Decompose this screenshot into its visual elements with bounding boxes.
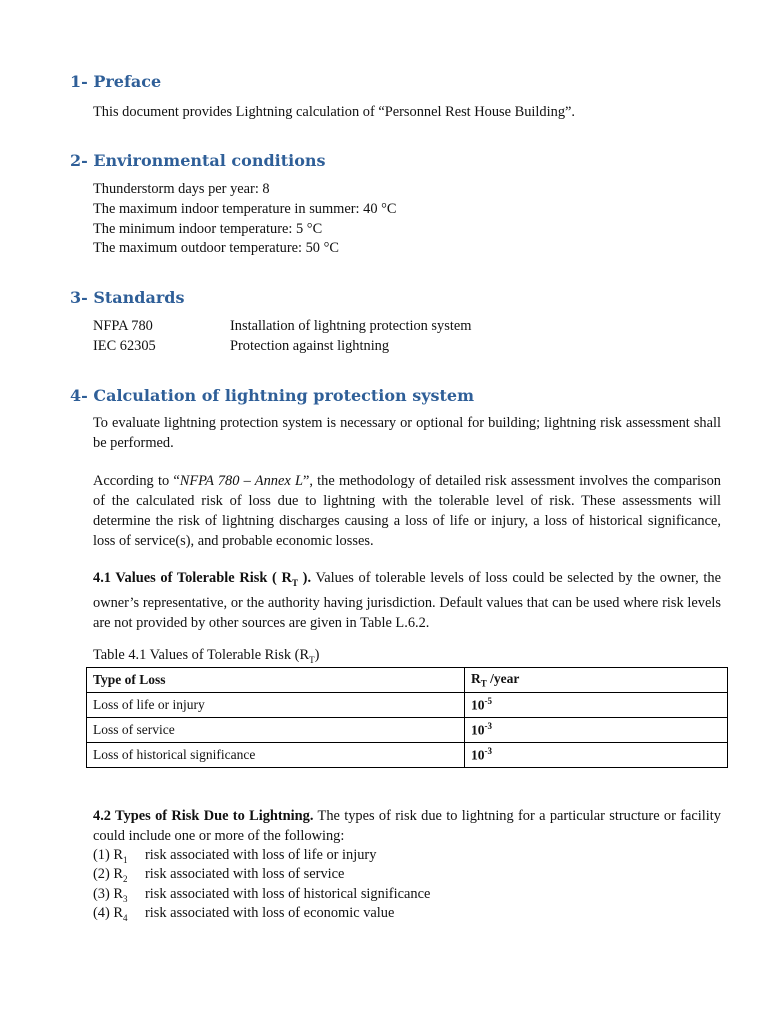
list-item: (3) $R_3$ risk associated with loss of historical significance bbox=[93, 886, 431, 904]
section-4-1-body: Values of tolerable levels of loss could be selected by the owner, the owner’s representative, or the authority having jurisdiction. Default values that can be used where risk levels are not provided by other sources are given in Table L.6.2. bbox=[93, 570, 721, 631]
list-item: (4) $R_4$ risk associated with loss of economic value bbox=[93, 905, 395, 923]
standard-code: IEC 62305 bbox=[93, 338, 156, 354]
tolerable-risk-paragraph bbox=[93, 568, 721, 633]
table-row bbox=[87, 693, 728, 718]
standard-code: NFPA 780 bbox=[93, 318, 153, 334]
env-min-indoor-temp: The minimum indoor temperature: 5 °C bbox=[93, 221, 323, 237]
calculation-intro-paragraph: To evaluate lightning protection system is necessary or optional for building; lightning risk assessment shall be performed. bbox=[93, 415, 721, 451]
header-rt-per-year: $R_T$ /year bbox=[465, 668, 728, 693]
section-4-2-title: 4.2 Types of Risk Due to Lightning. bbox=[93, 808, 314, 824]
env-max-outdoor-temp: The maximum outdoor temperature: 50 °C bbox=[93, 240, 339, 256]
table-caption: Table 4.1 Values of Tolerable Risk $(R_T)$ bbox=[93, 647, 320, 665]
section-4-1-title: 4.1 Values of Tolerable Risk ( $R_T$ ). bbox=[93, 570, 312, 588]
tolerable-risk-table bbox=[86, 667, 728, 768]
preface-text: This document provides Lightning calculation of “Personnel Rest House Building”. bbox=[93, 104, 576, 120]
list-item: (1) $R_1$ risk associated with loss of life or injury bbox=[93, 847, 377, 865]
header-type-of-loss: Type of Loss bbox=[87, 668, 465, 693]
para-prefix: According to “ bbox=[93, 473, 180, 489]
loss-type-cell: Loss of life or injury bbox=[87, 693, 465, 718]
standard-description: Installation of lightning protection system bbox=[230, 318, 472, 334]
nfpa-reference: NFPA 780 – Annex L bbox=[179, 473, 303, 489]
table-row bbox=[87, 718, 728, 743]
section-4-2-body: The types of risk due to lightning for a particular structure or facility could include one or more of the following: bbox=[93, 808, 721, 844]
standard-description: Protection against lightning bbox=[230, 338, 390, 354]
loss-type-cell: Loss of service bbox=[87, 718, 465, 743]
heading-preface: 1- Preface bbox=[70, 72, 162, 91]
nfpa-annex-paragraph bbox=[93, 471, 721, 551]
heading-standards: 3- Standards bbox=[70, 288, 185, 307]
table-header-row bbox=[87, 668, 728, 693]
risk-types-paragraph bbox=[93, 806, 721, 846]
env-max-indoor-temp: The maximum indoor temperature in summer: 40 °C bbox=[93, 201, 397, 217]
risk-value-cell: $10^{-5}$ bbox=[465, 693, 728, 718]
loss-type-cell: Loss of historical significance bbox=[87, 743, 465, 768]
heading-environmental-conditions: 2- Environmental conditions bbox=[70, 151, 326, 170]
para-body: ”, the methodology of detailed risk assessment involves the comparison of the calculated risk of loss due to lightning with the tolerable level of risk. These assessments will determine the risk of lightning discharges causing a loss of life or injury, a loss of historical significance, loss of service(s), and probable economic losses. bbox=[93, 473, 721, 549]
heading-calculation: 4- Calculation of lightning protection system bbox=[70, 386, 475, 405]
env-thunderstorm-days: Thunderstorm days per year: 8 bbox=[93, 181, 270, 197]
list-item: (2) $R_2$ risk associated with loss of service bbox=[93, 866, 345, 884]
risk-value-cell: $10^{-3}$ bbox=[465, 743, 728, 768]
table-row bbox=[87, 743, 728, 768]
risk-value-cell: $10^{-3}$ bbox=[465, 718, 728, 743]
